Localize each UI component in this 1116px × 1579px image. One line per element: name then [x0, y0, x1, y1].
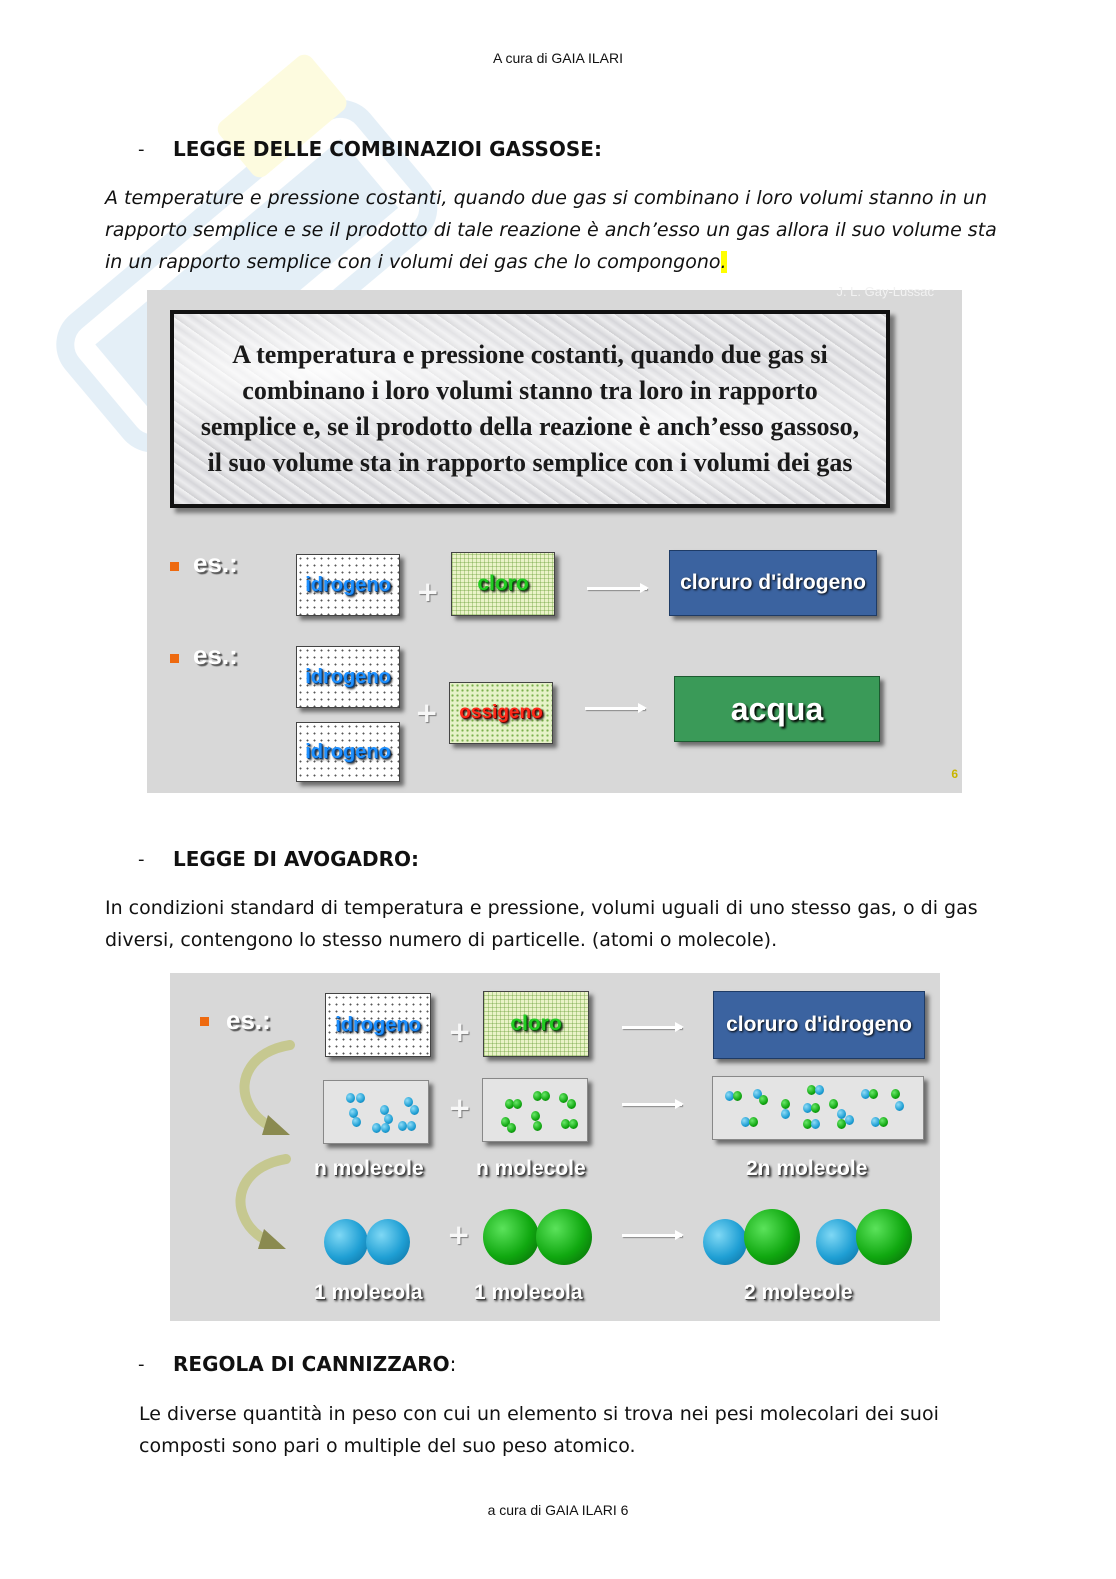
caption-1-molecola: 1 molecola [314, 1281, 423, 1304]
molecules-box-hydrogen [323, 1080, 429, 1144]
reactant-idrogeno [296, 554, 400, 616]
slide-gay-lussac [147, 284, 962, 793]
molecule-dot [533, 1121, 542, 1131]
reactant-label: cloro [510, 1012, 562, 1035]
molecule-dot [879, 1117, 888, 1127]
molecule-dot [398, 1121, 407, 1131]
reactant-idrogeno [296, 722, 400, 782]
molecule-dot [811, 1119, 820, 1129]
reaction-arrow-icon [587, 587, 647, 590]
reactant-idrogeno [296, 646, 400, 708]
molecule-dot [733, 1091, 742, 1101]
section-text-combinazioni [105, 182, 1005, 278]
molecule-dot [749, 1117, 758, 1127]
section-text-cannizzaro: Le diverse quantità in peso con cui un elemento si trova nei pesi molecolari dei suoi composti sono pari o multiple del suo peso atomico. [139, 1403, 939, 1457]
caption-2-molecole: 2 molecole [744, 1281, 853, 1304]
molecule-dot [372, 1123, 381, 1133]
molecule-dot [541, 1091, 550, 1101]
molecules-box-hcl [712, 1076, 924, 1140]
molecule-dot [567, 1099, 576, 1109]
reactant-label: idrogeno [305, 665, 391, 688]
molecule-dot [352, 1117, 361, 1127]
reaction-arrow-icon [585, 707, 645, 710]
reactant-label: cloro [477, 572, 529, 595]
highlight-period: . [720, 251, 727, 273]
section-bullet: - [138, 139, 145, 160]
plus-sign: + [447, 1218, 471, 1251]
molecules-box-chlorine [482, 1078, 588, 1142]
section-title-avogadro: LEGGE DI AVOGADRO: [173, 847, 420, 871]
plus-sign: + [448, 1015, 472, 1048]
molecule-dot [759, 1095, 768, 1105]
example-label: es.: [193, 640, 238, 670]
reactant-label: idrogeno [305, 573, 391, 596]
molecule-dot [381, 1123, 390, 1133]
orange-bullet-icon [170, 654, 179, 663]
section-title-combinazioni: LEGGE DELLE COMBINAZIOI GASSOSE: [173, 137, 602, 161]
molecule-dot [845, 1115, 854, 1125]
page-header: A cura di GAIA ILARI [493, 50, 623, 66]
orange-bullet-icon [170, 562, 179, 571]
molecule-dot [811, 1103, 820, 1113]
molecule-dot [869, 1089, 878, 1099]
hydrogen-atom [324, 1219, 368, 1265]
reactant-label: ossigeno [459, 702, 543, 723]
section-bullet: - [138, 849, 145, 870]
molecule-dot [895, 1101, 904, 1111]
molecule-dot [407, 1121, 416, 1131]
page-footer: a cura di GAIA ILARI 6 [487, 1502, 629, 1518]
chlorine-atom [744, 1209, 800, 1265]
chlorine-atom [483, 1209, 539, 1265]
combinazioni-text: A temperature e pressione costanti, quando due gas si combinano i loro volumi stanno in un rapporto semplice e se il prodotto di tale reazione è anch’esso un gas allora il suo volume sta in un rapporto semplice con i volumi dei gas che lo compongono [105, 187, 997, 273]
statement-box [170, 310, 890, 508]
reactant-label: idrogeno [305, 740, 391, 763]
reactant-idrogeno [325, 993, 431, 1057]
cannizzaro-title: REGOLA DI CANNIZZARO [173, 1352, 450, 1376]
reaction-arrow-icon [622, 1103, 682, 1106]
reactant-cloro [483, 991, 589, 1057]
section-text-avogadro: In condizioni standard di temperatura e pressione, volumi uguali di uno stesso gas, o di gas diversi, contengono lo stesso numero di particelle. (atomi o molecole). [105, 897, 978, 951]
example-label: es.: [193, 548, 238, 578]
caption-1-molecola: 1 molecola [474, 1281, 583, 1304]
molecule-dot [891, 1089, 900, 1099]
curved-arrow-icon [228, 1153, 298, 1253]
molecule-dot [829, 1099, 838, 1109]
reactant-cloro [451, 552, 555, 616]
chlorine-atom [536, 1209, 592, 1265]
plus-sign: + [415, 696, 439, 729]
molecule-dot [346, 1093, 355, 1103]
molecule-dot [569, 1119, 578, 1129]
molecule-dot [815, 1085, 824, 1095]
product-cloruro: cloruro d'idrogeno [669, 550, 877, 616]
hydrogen-atom [703, 1219, 747, 1265]
slide-credit: J. L. Gay-Lussac [836, 284, 934, 299]
slide-avogadro [170, 973, 940, 1321]
hydrogen-atom [816, 1219, 860, 1265]
chlorine-atom [856, 1209, 912, 1265]
statement-text: A temperatura e pressione costanti, quando due gas si combinano i loro volumi stanno tra loro in rapporto semplice e, se il prodotto della reazione è anch’esso gassoso, il suo volume sta in rapporto semplice con i volumi dei gas [200, 340, 860, 477]
orange-bullet-icon [200, 1017, 209, 1026]
molecule-dot [513, 1099, 522, 1109]
example-label: es.: [226, 1005, 271, 1035]
molecule-dot [356, 1093, 365, 1103]
title-colon: : [449, 1352, 457, 1376]
hydrogen-atom [366, 1219, 410, 1265]
molecule-dot [781, 1109, 790, 1119]
molecule-dot [507, 1123, 516, 1133]
section-bullet: - [138, 1354, 145, 1375]
reaction-arrow-icon [622, 1026, 682, 1029]
plus-sign: + [448, 1091, 472, 1124]
product-acqua: acqua [674, 676, 880, 742]
reactant-ossigeno [449, 682, 553, 744]
reaction-arrow-icon [622, 1234, 682, 1237]
molecule-dot [410, 1105, 419, 1115]
section-title-cannizzaro [173, 1352, 456, 1376]
plus-sign: + [416, 575, 440, 608]
molecule-dot [781, 1099, 790, 1109]
caption-n-molecole: n molecole [476, 1157, 586, 1180]
caption-2n-molecole: 2n molecole [746, 1157, 868, 1180]
reactant-label: idrogeno [335, 1013, 421, 1036]
product-cloruro: cloruro d'idrogeno [713, 991, 925, 1059]
caption-n-molecole: n molecole [314, 1157, 424, 1180]
slide-page-number: 6 [951, 767, 958, 781]
curved-arrow-icon [232, 1039, 302, 1139]
molecule-dot [531, 1111, 540, 1121]
